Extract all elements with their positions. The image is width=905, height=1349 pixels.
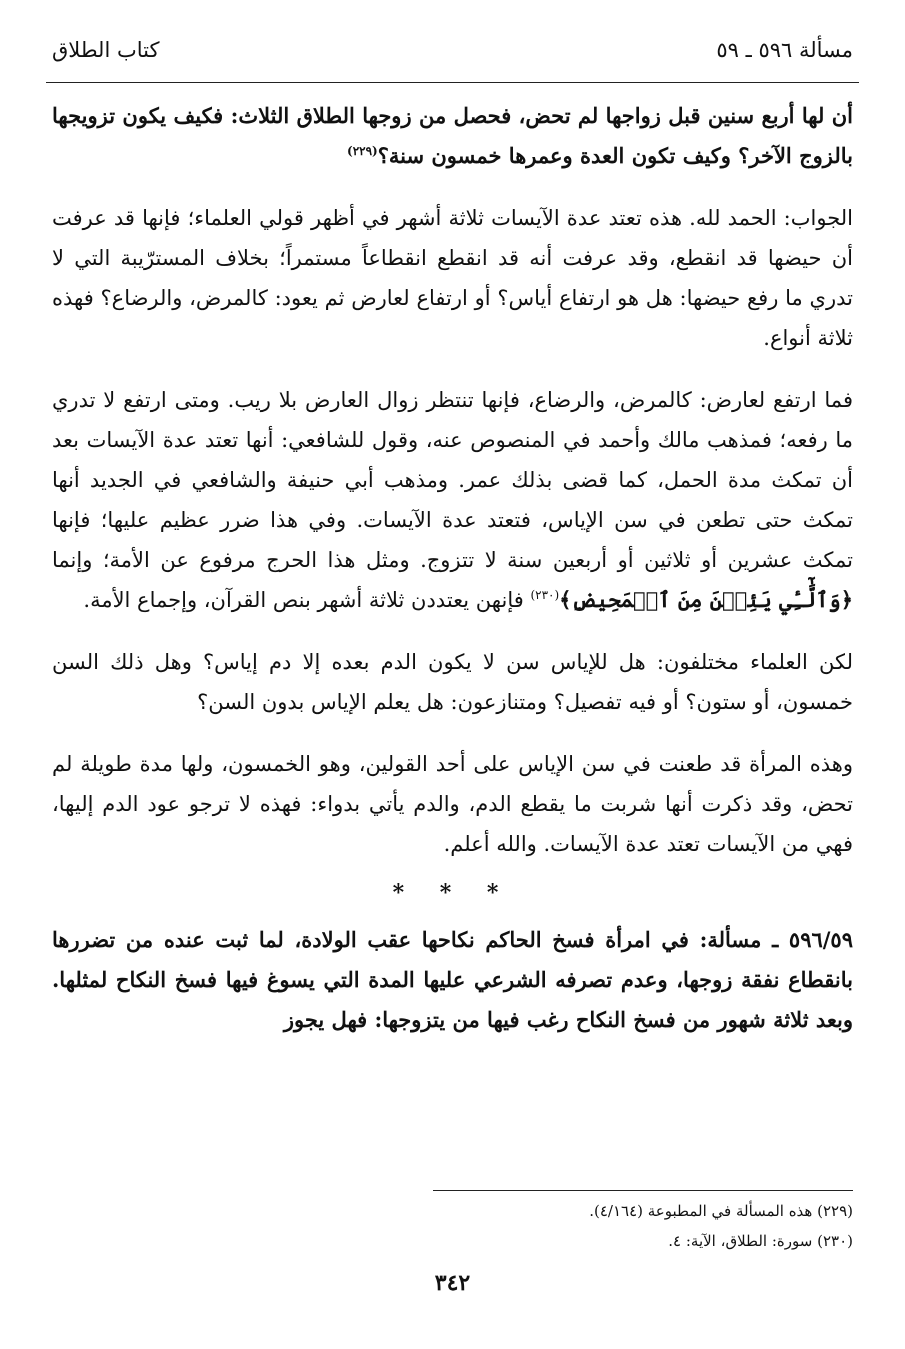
question-1: أن لها أربع سنين قبل زواجها لم تحض، فحصل من زوجها الطلاق الثلاث: فكيف يكون تزويجها بالزوج الآخر؟ وكيف تكون العدة وعمرها خمسون سنة؟$^{(٢٢٩)}$ — [52, 103, 853, 168]
answer-paragraph-3: لكن العلماء مختلفون: هل للإياس سن لا يكون الدم بعده إلا دم إياس؟ وهل ذلك السن خمسون، أو ستون؟ أو فيه تفصيل؟ ومتنازعون: هل يعلم الإياس بدون السن؟ — [52, 650, 853, 714]
footnote-ref-229: (٢٢٩) — [347, 144, 378, 158]
page-number: ٣٤٢ — [434, 1270, 471, 1296]
question-2: ٥٩٦/٥٩ ـ مسألة: في امرأة فسخ الحاكم نكاحها عقب الولادة، لما ثبت عنده من تضررها بانقطاع نفقة زوجها، وعدم تصرفه الشرعي عليها المدة التي يسوغ فيها فسخ النكاح لمثلها. وبعد ثلاثة شهور من فسخ النكاح رغب فيها من يتزوجها: فهل يجوز — [52, 927, 853, 1032]
footnotes — [52, 1196, 853, 1256]
footnote-230: (٢٣٠) سورة: الطلاق، الآية: ٤. — [668, 1232, 853, 1250]
answer-paragraph-1: الجواب: الحمد لله. هذه تعتد عدة الآيسات ثلاثة أشهر في أظهر قولي العلماء؛ فإنها قد عرفت أن حيضها قد انقطع، وقد عرفت أنه قد انقطع انقطاعاً مستمراً؛ بخلاف المسترّيبة التي لا تدري ما رفع حيضها: هل هو ارتفاع أياس؟ أو ارتفاع لعارض ثم يعود: كالمرض، والرضاع؟ فهذه ثلاثة أنواع. — [52, 206, 853, 350]
answer-paragraph-2: فما ارتفع لعارض: كالمرض، والرضاع، فإنها تنتظر زوال العارض بلا ريب. ومتى ارتفع لا تدري ما رفعه؛ فمذهب مالك وأحمد في المنصوص عنه، وقول للشافعي: أنها تعتد عدة الآيسات بعد أن تمكث مدة الحمل، كما قضى بذلك عمر. ومذهب أبي حنيفة والشافعي في الجديد أنها تمكث حتى تطعن في سن الإياس، فتعتد عدة الآيسات. وفي هذا ضرر عظيم عليها؛ فإنها تمكث عشرين أو ثلاثين أو أربعين سنة لا تتزوج. ومثل هذا الحرج مرفوع عن الأمة؛ وإنما ﴿وَٱلَّٰٓـِٔي يَئِسۡنَ مِنَ ٱلۡمَحِيضِ﴾$^{(٢٣٠)}$ فإنهن يعتددن ثلاثة أشهر بنص القرآن، وإجماع الأمة. — [52, 388, 853, 612]
footnote-ref-230: (٢٣٠) — [530, 588, 560, 602]
footnote-229: (٢٢٩) هذه المسألة في المطبوعة (٤/١٦٤). — [589, 1202, 853, 1220]
answer-paragraph-4: وهذه المرأة قد طعنت في سن الإياس على أحد القولين، وهو الخمسون، ولها مدة طويلة لم تحض، وقد ذكرت أنها شربت ما يقطع الدم، والدم يأتي بدواء: فهذه لا ترجو عود الدم إليها، فهي من الآيسات تعتد عدة الآيسات. والله أعلم. — [52, 752, 853, 856]
footnote-rule — [433, 1190, 853, 1191]
page-body — [52, 96, 853, 1040]
header-rule — [46, 82, 859, 83]
header-issue-ref: مسألة ٥٩٦ ـ ٥٩ — [716, 38, 853, 62]
quran-verse: ﴿وَٱلَّٰٓـِٔي يَئِسۡنَ مِنَ ٱلۡمَحِيضِ﴾ — [559, 587, 853, 612]
running-header — [52, 30, 853, 70]
header-book-title: كتاب الطلاق — [52, 38, 160, 62]
section-separator: * * * — [392, 880, 513, 906]
